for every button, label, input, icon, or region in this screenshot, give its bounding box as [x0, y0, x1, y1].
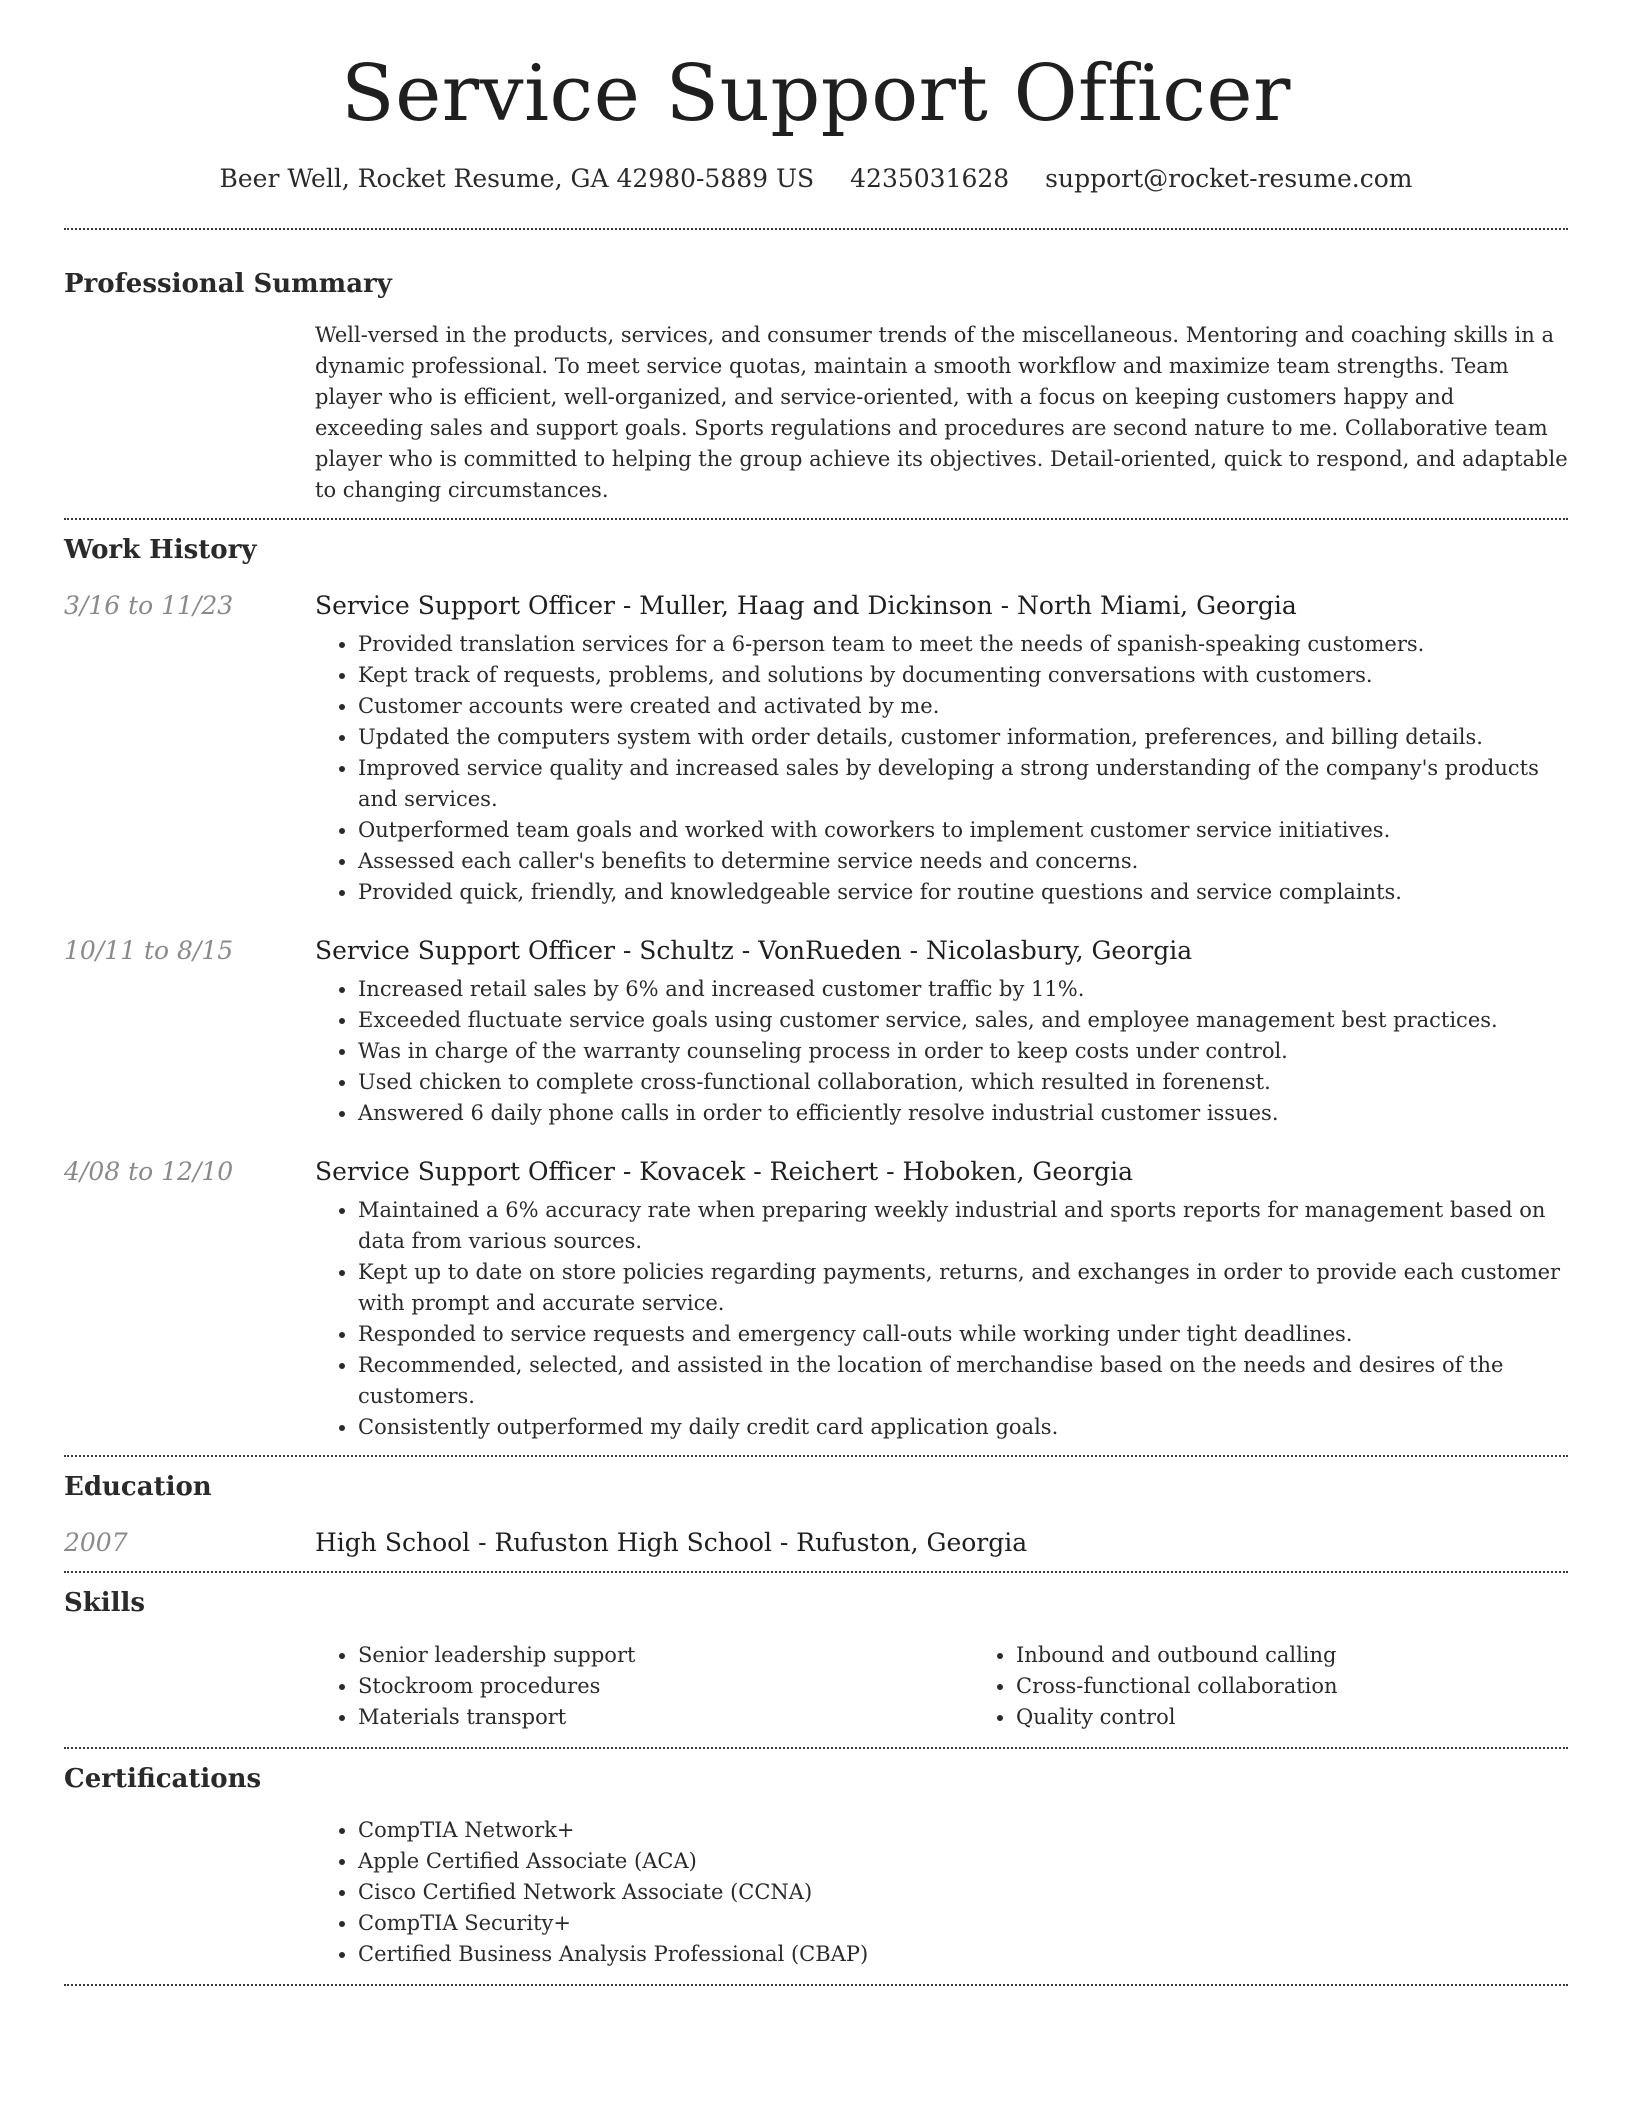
job-dates: 4/08 to 12/10	[64, 1157, 234, 1187]
job-bullets	[315, 1195, 1568, 1443]
skill-item: • Cross-functional collaboration	[1016, 1671, 1631, 1702]
divider	[64, 1455, 1568, 1457]
education-date: 2007	[64, 1528, 128, 1558]
education-heading: High School - Rufuston High School - Rufuston, Georgia	[315, 1528, 1028, 1558]
job-heading: Service Support Officer - Schultz - VonRueden - Nicolasbury, Georgia	[315, 936, 1193, 966]
section-title-skills: Skills	[64, 1588, 146, 1619]
skill-item: • Quality control	[1016, 1702, 1631, 1733]
job-bullet: • Exceeded fluctuate service goals using customer service, sales, and employee management best practices.	[358, 1005, 1568, 1036]
job-bullet: • Provided quick, friendly, and knowledgeable service for routine questions and service complaints.	[358, 877, 1568, 908]
skills-list-left	[315, 1640, 973, 1733]
divider	[64, 518, 1568, 520]
job-heading: Service Support Officer - Kovacek - Reichert - Hoboken, Georgia	[315, 1157, 1134, 1187]
contact-email: support@rocket-resume.com	[1045, 163, 1413, 193]
job-entry	[64, 1157, 1568, 1443]
job-bullets	[315, 974, 1568, 1129]
certifications-list	[315, 1815, 1568, 1970]
work-history-section	[64, 535, 1568, 1443]
divider	[64, 1984, 1568, 1986]
job-bullet: • Provided translation services for a 6-person team to meet the needs of spanish-speaking customers.	[358, 629, 1568, 660]
job-dates: 3/16 to 11/23	[64, 591, 234, 621]
job-dates: 10/11 to 8/15	[64, 936, 234, 966]
certification-item: • Certified Business Analysis Professional (CBAP)	[358, 1939, 1568, 1970]
job-bullet: • Updated the computers system with order details, customer information, preferences, and billing details.	[358, 722, 1568, 753]
job-bullet: • Consistently outperformed my daily credit card application goals.	[358, 1412, 1568, 1443]
contact-phone: 4235031628	[850, 163, 1010, 193]
job-entry	[64, 936, 1568, 1129]
certification-item: • Apple Certified Associate (ACA)	[358, 1846, 1568, 1877]
job-bullet: • Increased retail sales by 6% and increased customer traffic by 11%.	[358, 974, 1568, 1005]
education-entry	[64, 1528, 1568, 1557]
job-bullet: • Assessed each caller's benefits to determine service needs and concerns.	[358, 846, 1568, 877]
certifications-section	[64, 1764, 1568, 1970]
job-entry	[64, 591, 1568, 908]
job-bullet: • Customer accounts were created and activated by me.	[358, 691, 1568, 722]
skills-section	[64, 1588, 1568, 1732]
job-bullet: • Kept track of requests, problems, and solutions by documenting conversations with customers.	[358, 660, 1568, 691]
education-section	[64, 1472, 1568, 1557]
job-heading: Service Support Officer - Muller, Haag and Dickinson - North Miami, Georgia	[315, 591, 1297, 621]
section-title-certifications: Certifications	[64, 1763, 262, 1794]
section-title-summary: Professional Summary	[64, 268, 392, 299]
summary-text: Well-versed in the products, services, and consumer trends of the miscellaneous. Mentoring and coaching skills in a dynamic professional. To meet service quotas, maintain a smooth workflow and maximize team strengths. Team player who is efficient, well-organized, and service-oriented, with a focus on keeping customers happy and exceeding sales and support goals. Sports regulations and procedures are second nature to me. Collaborative team player who is committed to helping the group achieve its objectives. Detail-oriented, quick to respond, and adaptable to changing circumstances.	[315, 322, 1568, 502]
job-bullet: • Answered 6 daily phone calls in order to efficiently resolve industrial customer issues.	[358, 1098, 1568, 1129]
divider	[64, 1571, 1568, 1573]
skill-item: • Senior leadership support	[358, 1640, 973, 1671]
resume-name: Service Support Officer	[341, 49, 1291, 139]
job-bullet: • Maintained a 6% accuracy rate when preparing weekly industrial and sports reports for management based on data from various sources.	[358, 1195, 1568, 1257]
contact-address: Beer Well, Rocket Resume, GA 42980-5889 US	[219, 163, 815, 193]
job-bullet: • Kept up to date on store policies regarding payments, returns, and exchanges in order to provide each customer with prompt and accurate service.	[358, 1257, 1568, 1319]
divider	[64, 1747, 1568, 1749]
skill-item: • Inbound and outbound calling	[1016, 1640, 1631, 1671]
contact-line	[64, 164, 1568, 194]
job-bullet: • Recommended, selected, and assisted in the location of merchandise based on the needs and desires of the customers.	[358, 1350, 1568, 1412]
resume-page	[64, 0, 1568, 1986]
skill-item: • Stockroom procedures	[358, 1671, 973, 1702]
job-bullet: • Used chicken to complete cross-functional collaboration, which resulted in forenenst.	[358, 1067, 1568, 1098]
job-bullet: • Responded to service requests and emergency call-outs while working under tight deadlines.	[358, 1319, 1568, 1350]
section-title-education: Education	[64, 1472, 212, 1503]
certification-item: • Cisco Certified Network Associate (CCNA)	[358, 1877, 1568, 1908]
certification-item: • CompTIA Security+	[358, 1908, 1568, 1939]
job-bullet: • Outperformed team goals and worked with coworkers to implement customer service initiatives.	[358, 815, 1568, 846]
certification-item: • CompTIA Network+	[358, 1815, 1568, 1846]
section-title-work-history: Work History	[64, 534, 257, 565]
job-bullet: • Was in charge of the warranty counseling process in order to keep costs under control.	[358, 1036, 1568, 1067]
skill-item: • Materials transport	[358, 1702, 973, 1733]
job-bullets	[315, 629, 1568, 908]
skills-list-right	[973, 1640, 1631, 1733]
job-bullet: • Improved service quality and increased sales by developing a strong understanding of the company's products and services.	[358, 753, 1568, 815]
divider	[64, 228, 1568, 230]
summary-section	[64, 269, 1568, 506]
